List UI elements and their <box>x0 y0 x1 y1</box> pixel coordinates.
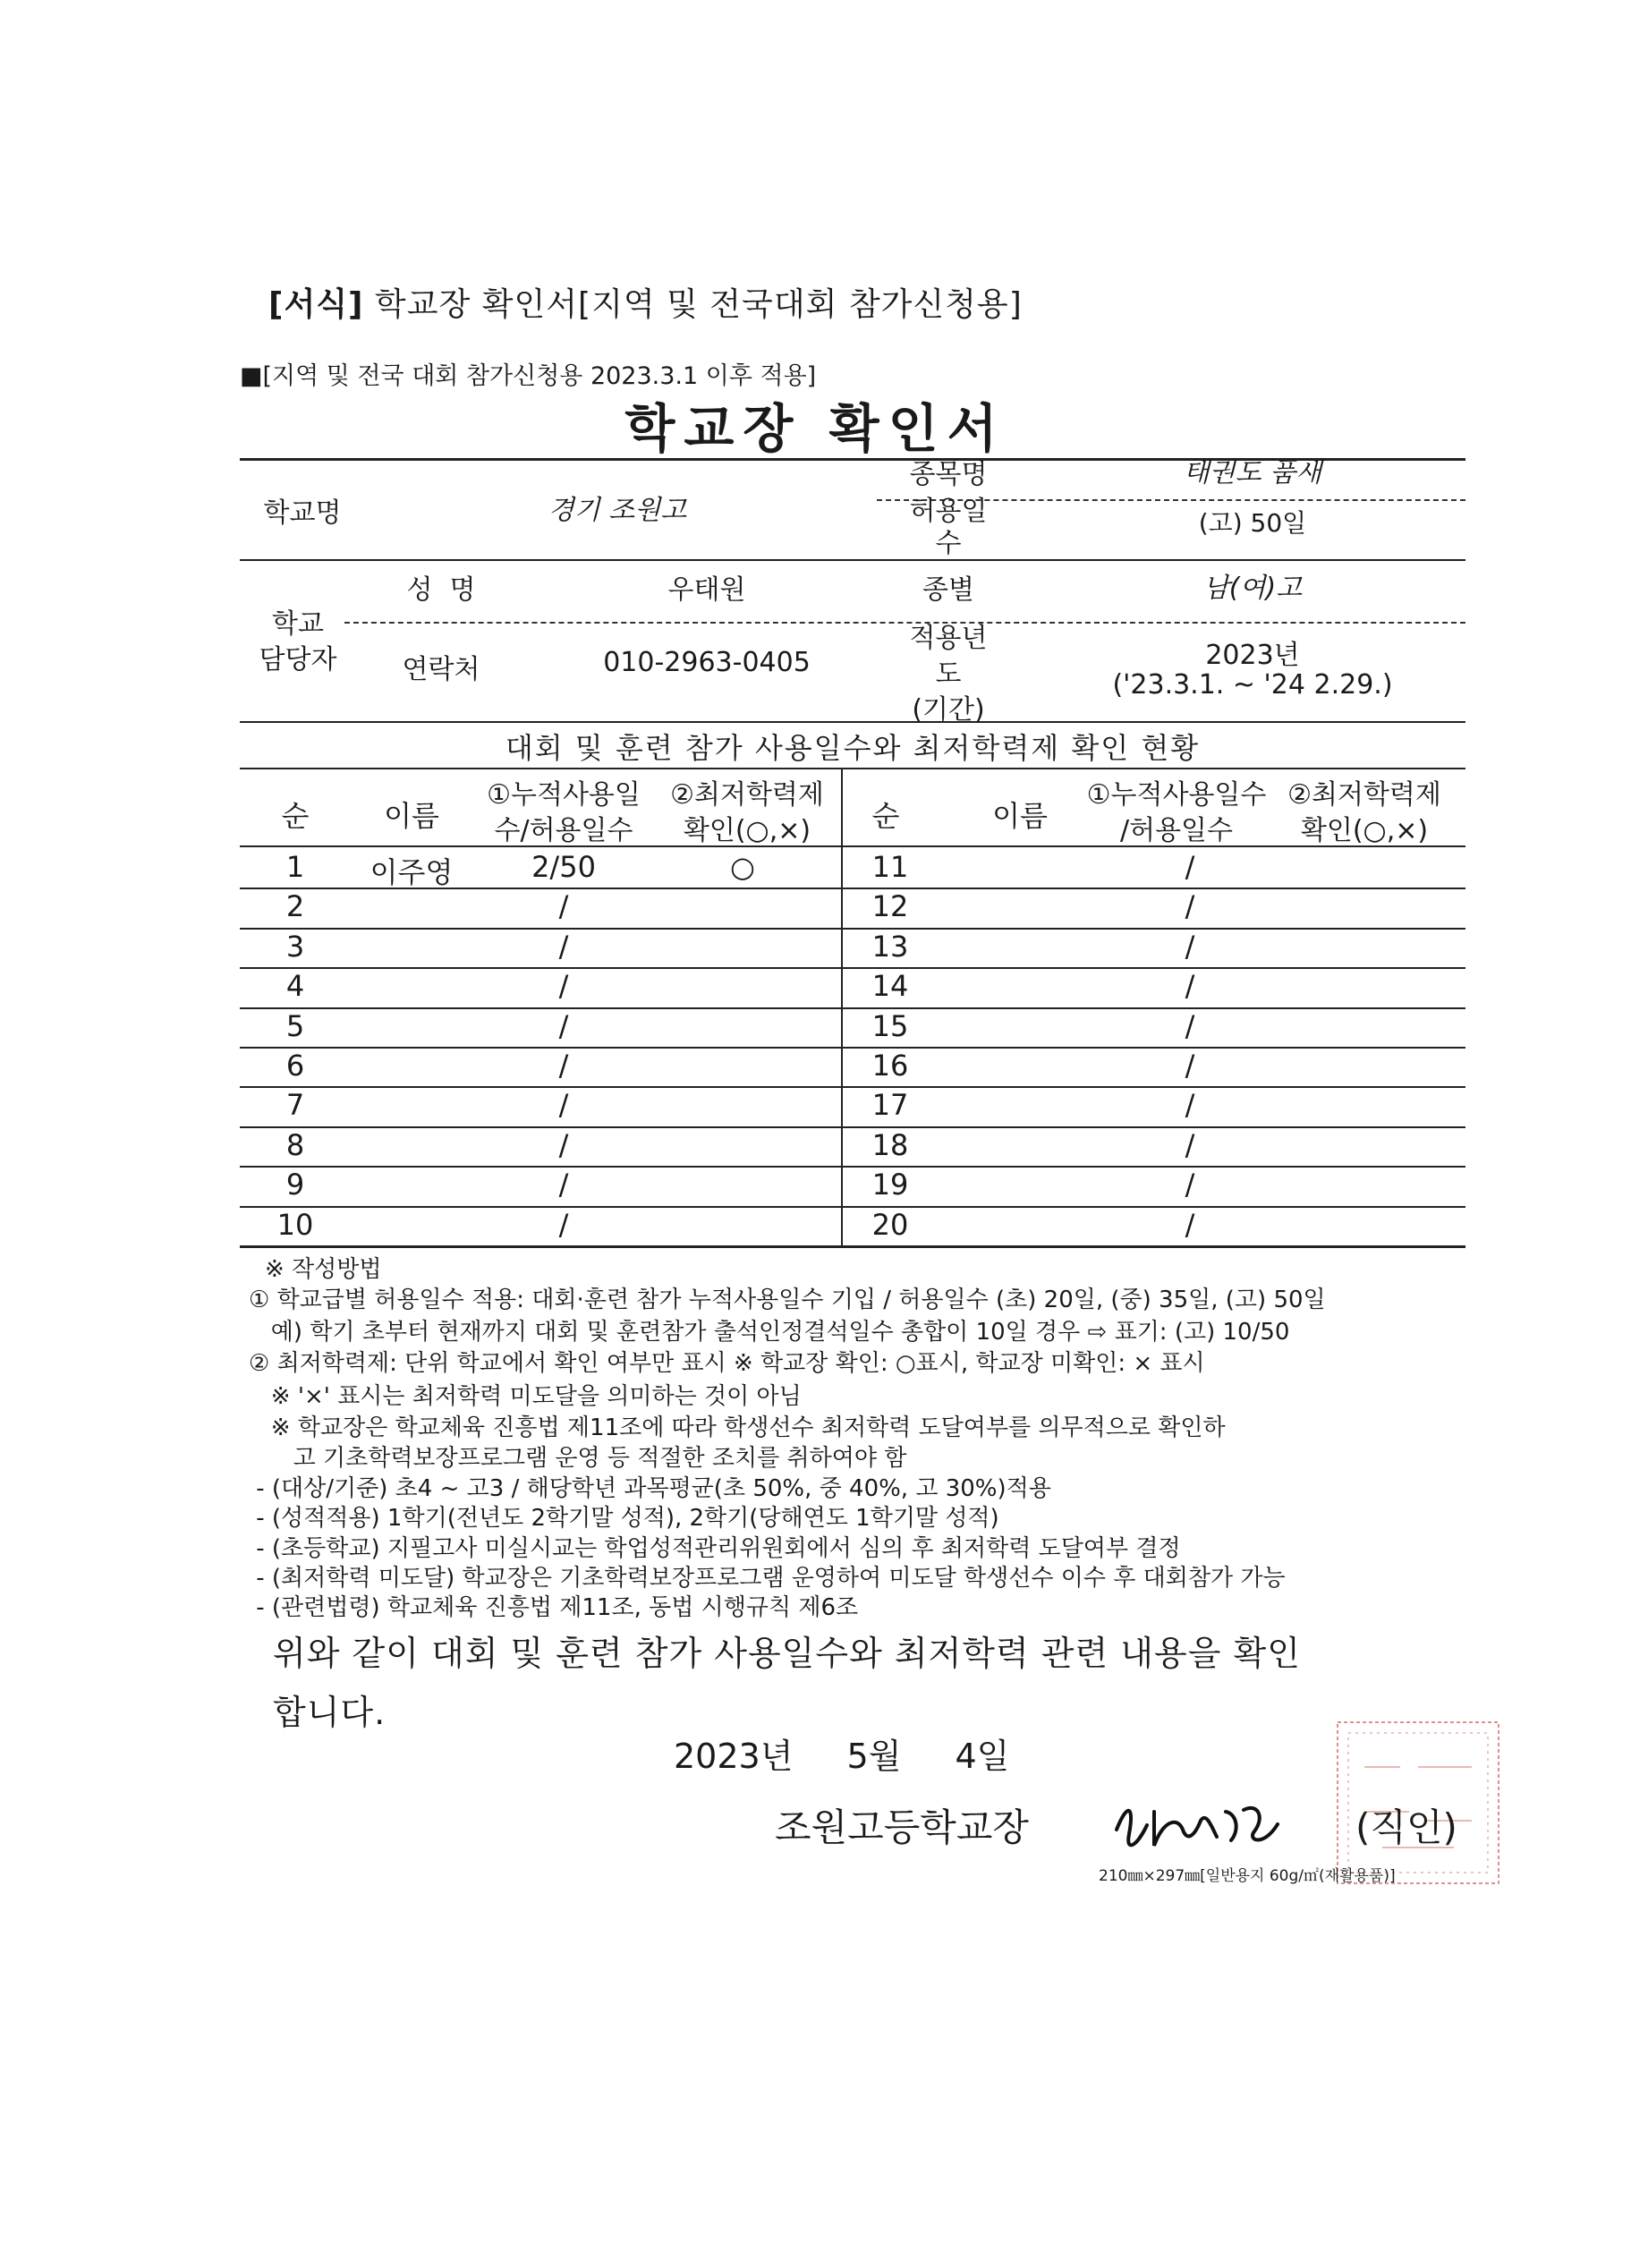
row-no-left: 1 <box>285 850 305 884</box>
method-line: ※ '×' 표시는 최저학력 미도달을 의미하는 것이 아님 <box>249 1383 802 1410</box>
row-no-right: 17 <box>871 1088 909 1123</box>
row-no-right: 20 <box>871 1207 909 1242</box>
event-value: 태권도 품새 <box>1183 457 1322 488</box>
divider <box>240 845 1465 847</box>
method-line: 예) 학기 초부터 현재까지 대회 및 훈련참가 출석인정결석일수 총합이 10일 경우 ⇨ 표기: (고) 10/50 <box>249 1319 1290 1346</box>
divider <box>240 559 1465 561</box>
manager-name: 우태원 <box>667 574 746 606</box>
period-label-2: 도 <box>935 658 962 690</box>
row-no-left: 10 <box>276 1207 314 1242</box>
row-days-right: / <box>1185 1088 1195 1123</box>
row-no-right: 18 <box>871 1127 909 1162</box>
table-row-divider <box>240 1047 1465 1049</box>
allowed-days-label-2: 수 <box>935 528 962 559</box>
name-label: 성 명 <box>406 574 476 606</box>
row-no-right: 13 <box>871 929 909 964</box>
table-row-divider <box>240 1007 1465 1009</box>
method-line: ① 학교급별 허용일수 적용: 대회·훈련 참가 누적사용일수 기입 / 허용일수 (초) 20일, (중) 35일, (고) 50일 <box>249 1287 1326 1313</box>
period-label-3: (기간) <box>912 694 985 726</box>
confirmation-line-1: 위와 같이 대회 및 훈련 참가 사용일수와 최저학력 관련 내용을 확인 <box>273 1634 1301 1673</box>
date-year: 2023년 <box>674 1737 794 1776</box>
row-days-right: / <box>1185 889 1195 924</box>
col-check-left-1: ②최저학력제 <box>670 779 824 811</box>
date-month: 5월 <box>846 1737 902 1776</box>
col-days-right-1: ①누적사용일수 <box>1086 779 1267 811</box>
col-check-right-1: ②최저학력제 <box>1287 779 1441 811</box>
divider <box>240 721 1465 723</box>
allowed-days-label-1: 허용일 <box>909 496 988 527</box>
row-no-left: 3 <box>285 929 305 964</box>
row-days-right: / <box>1185 1008 1195 1043</box>
row-days-left: / <box>558 969 569 1004</box>
method-line: - (초등학교) 지필고사 미실시교는 학업성적관리위원회에서 심의 후 최저학력 도달여부 결정 <box>249 1535 1181 1562</box>
applicability-notice: ■[지역 및 전국 대회 참가신청용 2023.3.1 이후 적용] <box>240 362 817 390</box>
row-days-left: / <box>558 1088 569 1123</box>
col-days-right-2: /허용일수 <box>1119 815 1234 846</box>
method-line: - (대상/기준) 초4 ~ 고3 / 해당학년 과목평균(초 50%, 중 40%, 고 30%)적용 <box>249 1475 1051 1502</box>
col-check-right-2: 확인(○,×) <box>1300 815 1429 846</box>
manager-label-1: 학교 <box>272 608 324 640</box>
school-value: 경기 조원고 <box>548 495 687 526</box>
seal-label: (직인) <box>1355 1805 1457 1849</box>
row-no-right: 11 <box>871 850 909 884</box>
row-days-right: / <box>1185 929 1195 964</box>
type-label: 종별 <box>922 574 974 606</box>
row-days-right: / <box>1185 969 1195 1004</box>
row-no-left: 9 <box>285 1168 305 1202</box>
method-line: ※ 학교장은 학교체육 진흥법 제11조에 따라 학생선수 최저학력 도달여부를 의무적으로 확인하 <box>249 1414 1226 1441</box>
form-title-text: 학교장 확인서[지역 및 전국대회 참가신청용] <box>374 286 1023 323</box>
row-days-left: / <box>558 1168 569 1202</box>
form-tag: [서식] <box>268 286 364 323</box>
signature-image <box>1100 1785 1315 1865</box>
method-line: ② 최저학력제: 단위 학교에서 확인 여부만 표시 ※ 학교장 확인: ○표시, 학교장 미확인: × 표시 <box>249 1350 1205 1377</box>
row-no-right: 15 <box>871 1008 909 1043</box>
row-no-left: 6 <box>285 1049 305 1083</box>
contact-value: 010-2963-0405 <box>603 647 811 678</box>
paper-spec: 210㎜×297㎜[일반용지 60g/㎡(재활용품)] <box>1099 1867 1396 1885</box>
status-title: 대회 및 훈련 참가 사용일수와 최저학력제 확인 현황 <box>505 731 1201 765</box>
table-row-divider <box>240 1126 1465 1128</box>
row-no-left: 8 <box>285 1127 305 1162</box>
col-check-left-2: 확인(○,×) <box>683 815 811 846</box>
row-days-left: / <box>558 1049 569 1083</box>
row-days-left: / <box>558 1127 569 1162</box>
method-heading: ※ 작성방법 <box>265 1256 382 1283</box>
issue-date <box>674 1729 1052 1778</box>
table-row-divider <box>240 1206 1465 1208</box>
form-title <box>268 279 1023 325</box>
table-row-divider <box>240 928 1465 930</box>
row-days-left: / <box>558 929 569 964</box>
table-row-divider <box>240 888 1465 889</box>
row-no-left: 5 <box>285 1008 305 1043</box>
row-no-right: 12 <box>871 889 909 924</box>
manager-label-2: 담당자 <box>259 644 337 675</box>
col-days-left-1: ①누적사용일 <box>487 779 641 811</box>
row-check-left: ○ <box>730 850 755 884</box>
confirmation-line-2: 합니다. <box>273 1693 387 1732</box>
divider <box>240 768 1465 769</box>
row-no-right: 16 <box>871 1049 909 1083</box>
method-line: 고 기초학력보장프로그램 운영 등 적절한 조치를 취하여야 함 <box>249 1445 907 1472</box>
row-no-left: 7 <box>285 1088 305 1123</box>
row-no-right: 19 <box>871 1168 909 1202</box>
col-days-left-2: 수/허용일수 <box>494 815 633 846</box>
allowed-days-value: (고) 50일 <box>1198 508 1307 538</box>
row-days-right: / <box>1185 850 1195 884</box>
col-no-left: 순 <box>281 799 310 833</box>
period-label-1: 적용년 <box>909 623 988 654</box>
confirmation-statement <box>273 1624 1301 1742</box>
table-row-divider <box>240 1245 1465 1248</box>
center-divider <box>841 768 843 1245</box>
row-name-left: 이주영 <box>370 855 454 889</box>
col-name-left: 이름 <box>384 799 439 833</box>
method-line: - (성적적용) 1학기(전년도 2학기말 성적), 2학기(당해연도 1학기말 성적) <box>249 1505 999 1532</box>
table-row-divider <box>240 967 1465 969</box>
row-days-right: / <box>1185 1207 1195 1242</box>
date-day: 4일 <box>955 1737 1010 1776</box>
row-days-left: / <box>558 1207 569 1242</box>
row-days-left: / <box>558 889 569 924</box>
col-no-right: 순 <box>871 799 900 833</box>
school-label: 학교명 <box>263 497 342 529</box>
col-name-right: 이름 <box>992 799 1048 833</box>
row-days-right: / <box>1185 1168 1195 1202</box>
row-no-left: 4 <box>285 969 305 1004</box>
period-year: 2023년 <box>1205 640 1300 671</box>
row-days-right: / <box>1185 1127 1195 1162</box>
document-title: 학교장 확인서 <box>624 398 1007 459</box>
row-no-left: 2 <box>285 889 305 924</box>
signer-title: 조원고등학교장 <box>775 1805 1030 1849</box>
period-range: ('23.3.1. ~ '24 2.29.) <box>1112 669 1393 701</box>
contact-label: 연락처 <box>402 654 480 685</box>
type-value: 남(여)고 <box>1202 573 1303 604</box>
table-row-divider <box>240 1086 1465 1088</box>
row-no-right: 14 <box>871 969 909 1004</box>
method-line: - (최저학력 미도달) 학교장은 기초학력보장프로그램 운영하여 미도달 학생선수 이수 후 대회참가 가능 <box>249 1565 1286 1592</box>
row-days-left: / <box>558 1008 569 1043</box>
row-days-right: / <box>1185 1049 1195 1083</box>
table-row-divider <box>240 1166 1465 1168</box>
method-line: - (관련법령) 학교체육 진흥법 제11조, 동법 시행규칙 제6조 <box>249 1594 859 1621</box>
event-label: 종목명 <box>909 459 988 490</box>
row-days-left: 2/50 <box>531 850 596 884</box>
